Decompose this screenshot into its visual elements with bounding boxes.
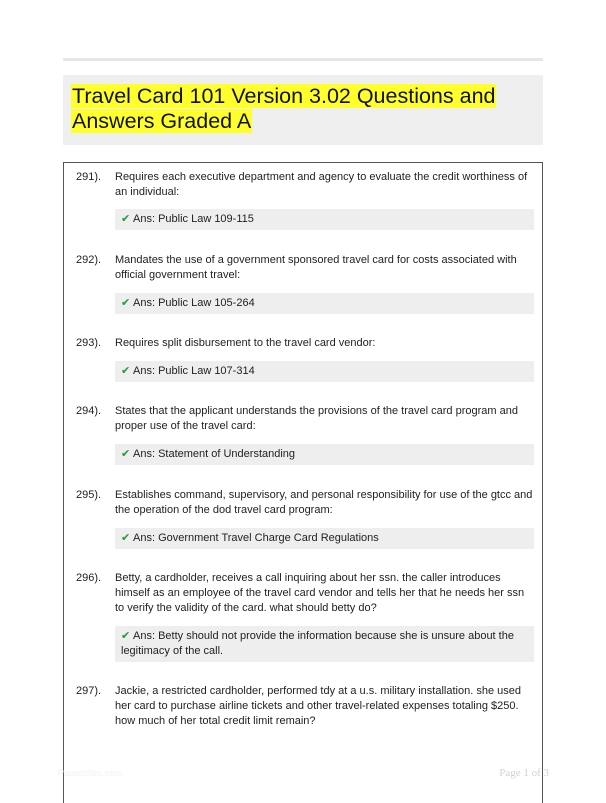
answer-text: Ans: Public Law 105-264 (133, 297, 255, 309)
check-icon: ✔ (121, 630, 131, 642)
check-icon: ✔ (121, 365, 131, 377)
question-number: 297). (76, 685, 102, 697)
title-box (63, 75, 543, 145)
answer-box (115, 444, 534, 465)
answer-text: Ans: Betty should not provide the information because she is unsure about the legitimacy of the call. (121, 630, 514, 657)
question-number: 296). (76, 572, 102, 584)
question-text: States that the applicant understands the provisions of the travel card program and proper use of the travel card: (115, 405, 518, 432)
answer-text: Ans: Public Law 107-314 (133, 365, 255, 377)
question-text: Betty, a cardholder, receives a call inquiring about her ssn. the caller introduces himself as an employee of the travel card vendor and tells her that he needs her ssn to verify the validity of the card. what should betty do? (115, 572, 525, 614)
question-text: Requires each executive department and agency to evaluate the credit worthiness of an individual: (115, 171, 528, 198)
question-text: Establishes command, supervisory, and personal responsibility for use of the gtcc and the operation of the dod travel card program: (115, 489, 533, 516)
answer-text: Ans: Government Travel Charge Card Regulations (133, 532, 379, 544)
question-number: 294). (76, 405, 102, 417)
question-number: 295). (76, 489, 102, 501)
qa-container (63, 162, 543, 803)
document-title: Travel Card 101 Version 3.02 Questions and Answers Graded A (72, 84, 496, 133)
answer-text: Ans: Statement of Understanding (133, 448, 296, 460)
check-icon: ✔ (121, 297, 131, 309)
footer-watermark: Paperbllbic.com (58, 768, 123, 778)
page-number: Page 1 of 3 (499, 767, 549, 779)
answer-text: Ans: Public Law 109-115 (133, 213, 254, 225)
check-icon: ✔ (121, 213, 131, 225)
answer-box (115, 528, 534, 549)
check-icon: ✔ (121, 532, 131, 544)
answer-box (115, 626, 534, 662)
question-number: 292). (76, 254, 102, 266)
question-number: 293). (76, 337, 102, 349)
check-icon: ✔ (121, 448, 131, 460)
answer-box (115, 361, 534, 382)
question-text: Requires split disbursement to the travel card vendor: (115, 337, 376, 349)
answer-box (115, 293, 534, 314)
top-rule (63, 58, 543, 61)
question-number: 291). (76, 171, 102, 183)
answer-box (115, 209, 534, 230)
question-text: Jackie, a restricted cardholder, performed tdy at a u.s. military installation. she used her card to purchase airline tickets and other travel-related expenses totaling $250. how much of her total credit limit remain? (115, 685, 521, 727)
question-text: Mandates the use of a government sponsored travel card for costs associated with official government travel: (115, 254, 517, 281)
